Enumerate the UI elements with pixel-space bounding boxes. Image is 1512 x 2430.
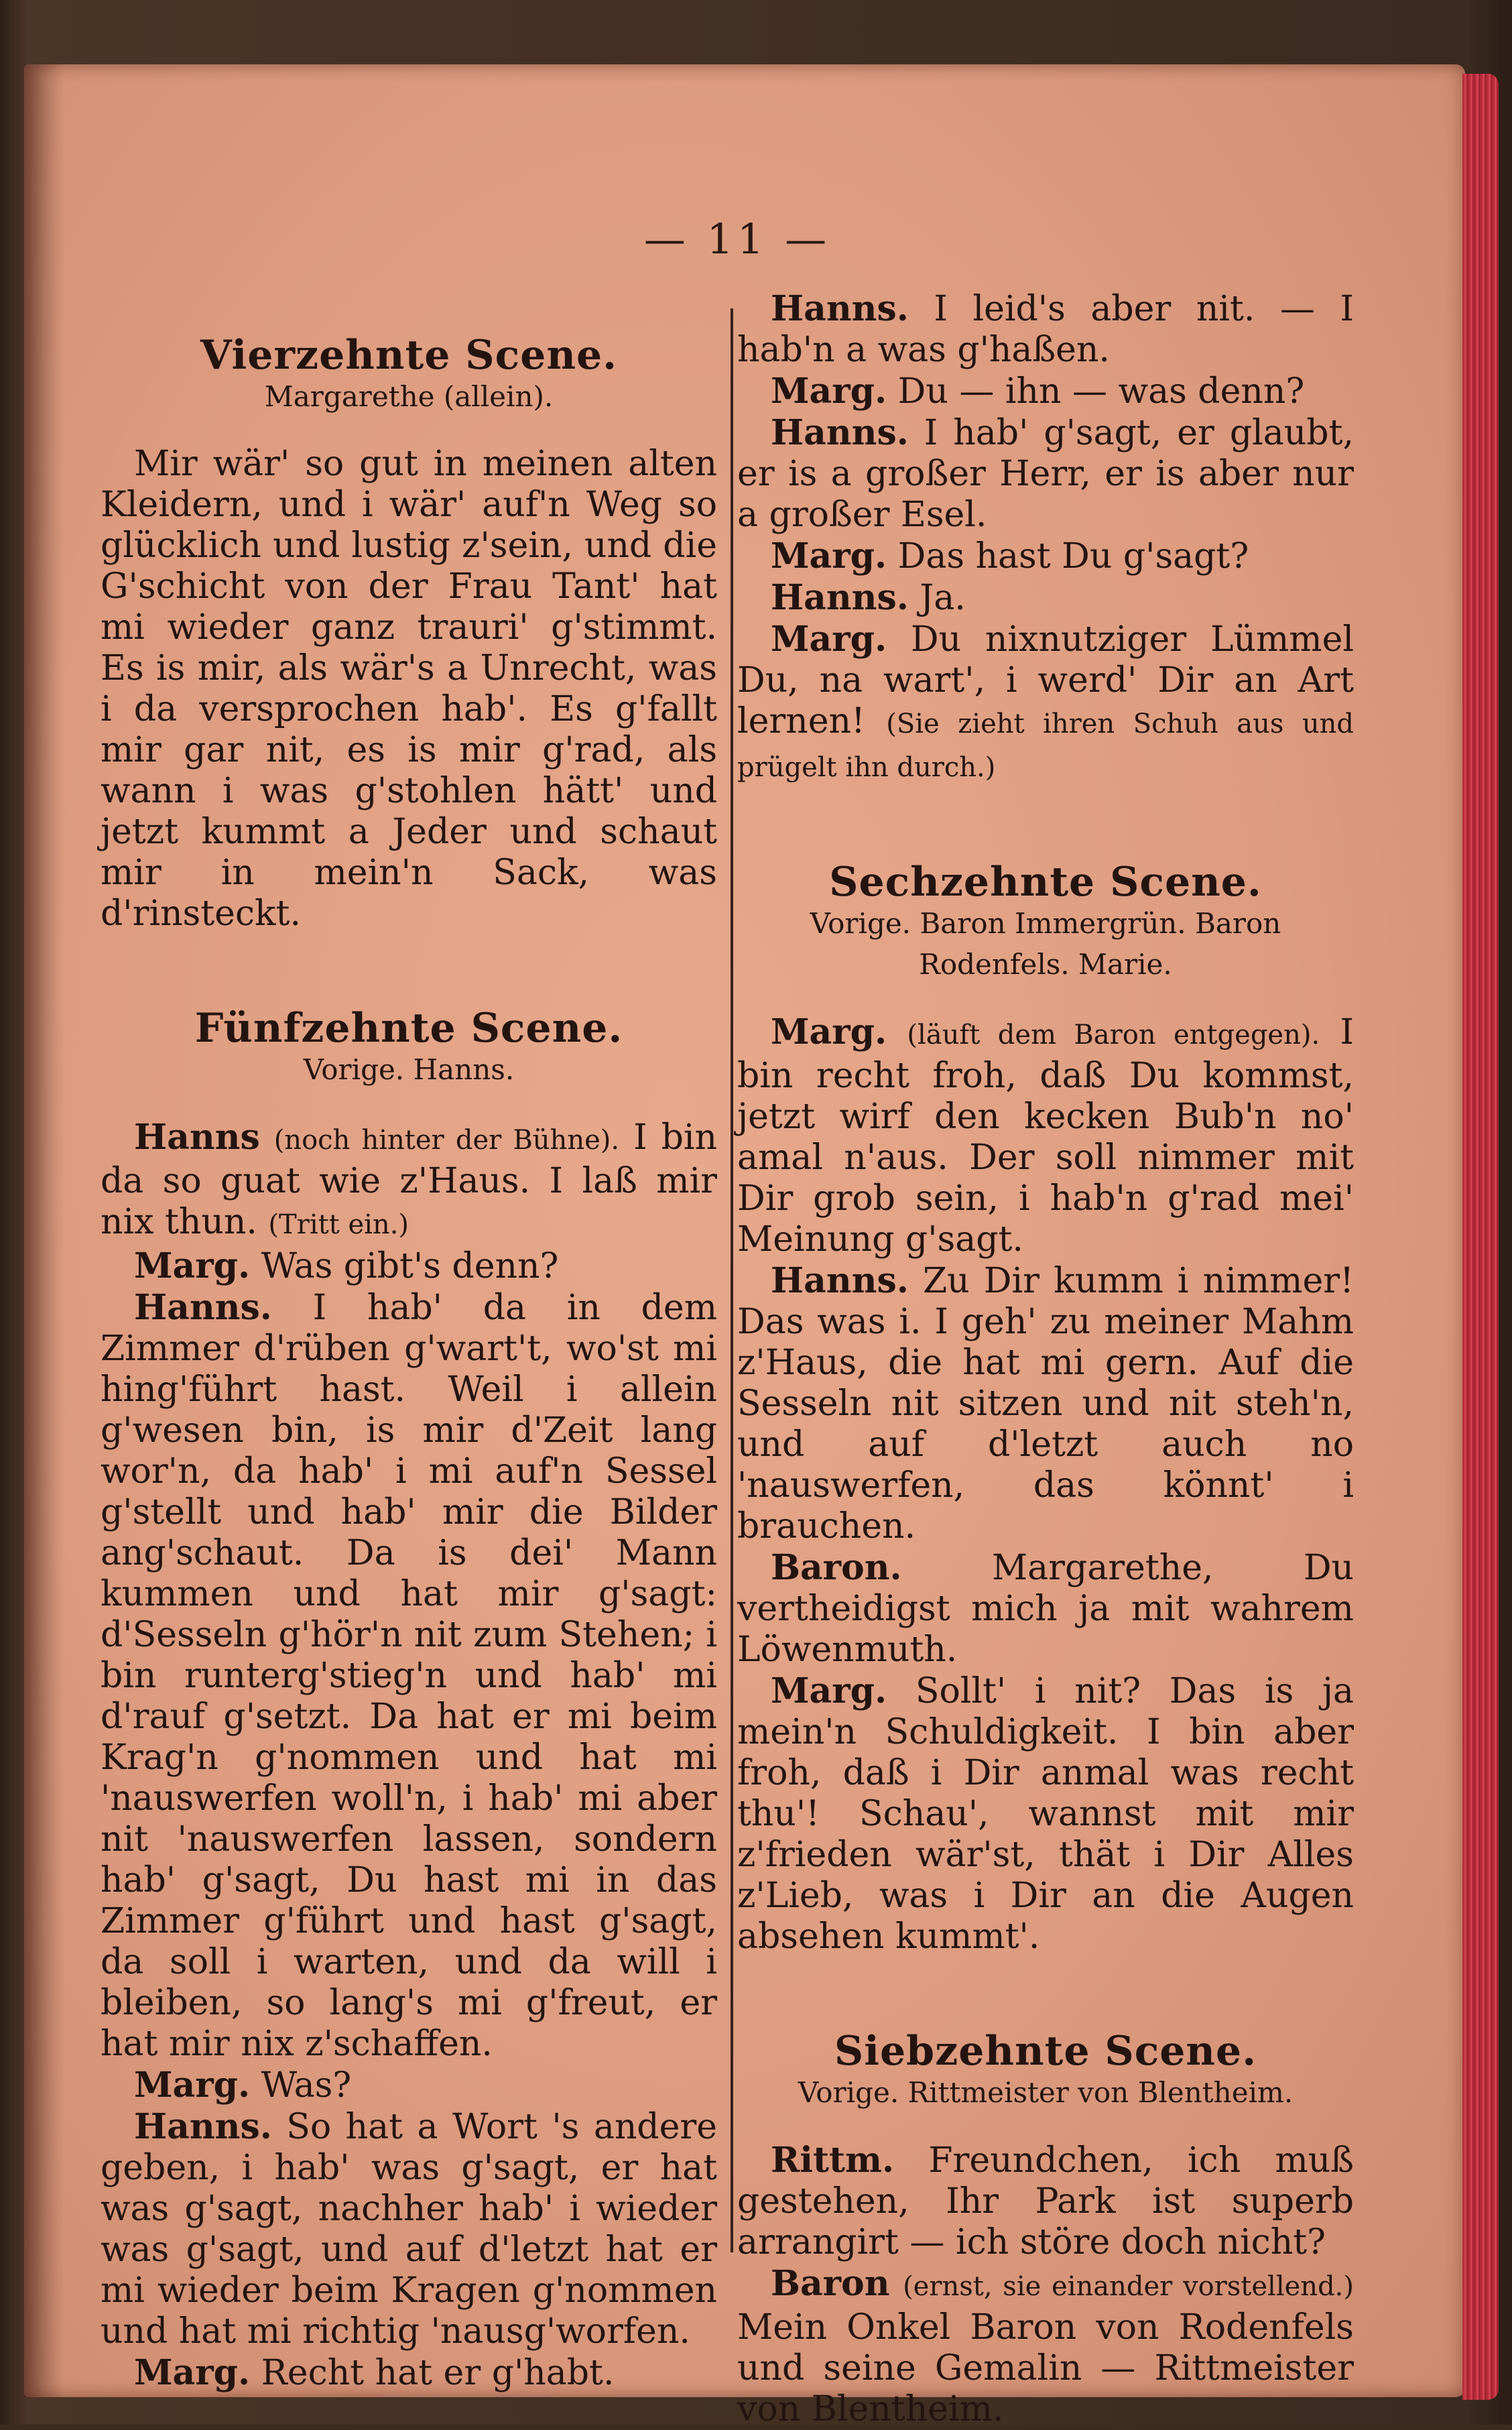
dialogue-text: Das hast Du g'sagt? [897,536,1249,576]
stage-direction: (Sie zieht ihren Schuh aus und prügelt ihn durch.) [737,709,1354,783]
scene-title: Sechzehnte Scene. [829,859,1262,906]
speaker-name: Marg. [771,371,887,412]
dialogue-line [737,1670,1354,1957]
dialogue-line [737,288,1354,371]
right-column [737,288,1354,2430]
scene-title: Vierzehnte Scene. [200,332,618,379]
dialogue-text: Ja. [920,578,966,618]
dialogue-line [737,2140,1354,2263]
dialogue-line [737,619,1354,788]
dialogue-text: I hab' da in dem Zimmer d'rüben g'wart't, wo'st mi hing'führt hast. Weil i allein g'wesen bin, is mir d'Zeit lang wor'n, da hab' i mi auf'n Sessel g'stellt und hab' mir die Bilder ang'schaut. Da is dei' Mann kummen und hat mir g'sagt: d'Sesseln g'hör'n nit zum Stehen; i bin runterg'stieg'n und hab' mi d'rauf g'setzt. Da hat er mi beim Krag'n g'nommen und hat mi 'nauswerfen woll'n, i hab' mi aber nit 'nauswerfen lassen, sondern hab' g'sagt, Du hast mi in das Zimmer g'führt und hast g'sagt, da soll i warten, und da will i bleiben, so lang's mi g'freut, er hat mir nix z'schaffen. [101,1288,718,2064]
speaker-name: Marg. [134,1246,251,1286]
dialogue-line [737,371,1354,412]
stage-direction: (läuft dem Baron entgegen). [907,1020,1320,1050]
dialogue-text: I hab' g'sagt, er glaubt, er is a großer Herr, er is aber nur a großer Esel. [737,413,1354,535]
dialogue-text: Freundchen, ich muß gestehen, Ihr Park ist superb arrangirt — ich störe doch nicht? [737,2140,1354,2262]
dialogue-line [101,2352,717,2394]
speaker-name: Hanns. [771,577,909,618]
dialogue-text: I bin recht froh, daß Du kommst, jetzt wirf den kecken Bub'n no' amal n'aus. Der soll nimmer mit Dir grob sein, i hab'n g'rad mei' Meinung g'sagt. [737,1012,1354,1260]
gutter-shadow [24,64,64,2397]
dialogue-text: Recht hat er g'habt. [261,2353,615,2393]
column-divider [731,308,733,2252]
speaker-name: Baron. [771,1547,902,1588]
speaker-name: Hanns. [134,2106,272,2147]
scene-cast: Vorige. Rittmeister von Blentheim. [798,2076,1294,2109]
dialogue-text: Margarethe, Du vertheidigst mich ja mit wahrem Löwenmuth. [737,1548,1354,1670]
dialogue-line [737,1012,1354,1260]
dialogue-line [737,577,1354,619]
dialogue-line [101,1246,717,1287]
scene-cast: Margarethe (allein). [264,380,554,413]
stage-direction: (Tritt ein.) [268,1209,410,1240]
speaker-name: Marg. [771,536,887,576]
dialogue-line [737,536,1354,577]
speaker-name: Marg. [771,1670,887,1711]
page-number: — 11 — [643,215,831,263]
dialogue-line [737,1260,1354,1547]
stage-direction: (ernst, sie einander vorstellend.) [903,2271,1354,2302]
dialogue-line [101,2065,717,2106]
speaker-name: Marg. [134,2352,251,2393]
speaker-name: Hanns. [771,412,909,453]
speaker-name: Hanns. [771,288,909,329]
dialogue-line [101,2106,717,2352]
dialogue-text: I leid's aber nit. — I hab'n a was g'haßen. [737,289,1354,370]
dialogue-line [737,412,1354,536]
page-edge [1462,74,1499,2400]
left-column [101,288,717,2394]
dialogue-line [101,1287,717,2065]
dialogue-text: So hat a Wort 's andere geben, i hab' was g'sagt, er hat was g'sagt, nachher hab' i wieder was g'sagt, und auf d'letzt hat er mi wieder beim Kragen g'nommen und hat mi richtig 'nausg'worfen. [101,2107,717,2352]
speaker-name: Hanns. [771,1260,909,1301]
speaker-name: Rittm. [771,2140,895,2181]
dialogue-line [737,2263,1354,2430]
monologue-text: Mir wär' so gut in meinen alten Kleidern, und i wär' auf'n Weg so glücklich und lustig z'sein, und die G'schicht von der Frau Tant' hat mi wieder ganz trauri' g'stimmt. Es is mir, als wär's a Unrecht, was i da versprochen hab'. Es g'fallt mir gar nit, es is mir g'rad, als wann i was g'stohlen hätt' und jetzt kummt a Jeder und schaut mir in mein'n Sack, was d'rinsteckt. [101,444,717,934]
dialogue-line [737,1547,1354,1670]
dialogue-text: Mein Onkel Baron von Rodenfels und seine Gemalin — Rittmeister von Blentheim. [737,2307,1354,2429]
scene-cast: Vorige. Baron Immergrün. Baron Rodenfels. Marie. [810,907,1281,981]
dialogue-text: Du nixnutziger Lümmel Du, na wart', i werd' Dir an Art lernen! [737,619,1354,741]
speaker-name: Marg. [771,619,887,660]
dialogue-text: Was gibt's denn? [261,1246,559,1286]
speaker-name: Baron [771,2263,890,2304]
dialogue-text: Du — ihn — was denn? [897,371,1305,412]
dialogue-text: Zu Dir kumm i nimmer! Das was i. I geh' zu meiner Mahm z'Haus, die hat mi gern. Auf die Sesseln nit sitzen und nit steh'n, und auf d'letzt auch no 'nauswerfen, das könnt' i brauchen. [737,1261,1354,1546]
dialogue-line [101,1117,717,1246]
speaker-name: Hanns. [134,1287,272,1328]
scene-title: Fünfzehnte Scene. [194,1005,623,1052]
speaker-name: Marg. [134,2065,251,2106]
scene-title: Siebzehnte Scene. [834,2028,1257,2075]
scene-cast: Vorige. Hanns. [303,1053,515,1086]
speaker-name: Marg. [771,1012,887,1052]
dialogue-text: Was? [261,2065,352,2106]
speaker-name: Hanns [134,1117,260,1158]
stage-direction: (noch hinter der Bühne). [273,1125,620,1156]
dialogue-text: Sollt' i nit? Das is ja mein'n Schuldigkeit. I bin aber froh, daß i Dir anmal was recht thu'! Schau', wannst mit mir z'frieden wär'st, thät i Dir Alles z'Lieb, was i Dir an die Augen absehen kummt'. [737,1671,1354,1957]
dialogue-text: I bin da so guat wie z'Haus. I laß mir nix thun. [101,1117,717,1242]
